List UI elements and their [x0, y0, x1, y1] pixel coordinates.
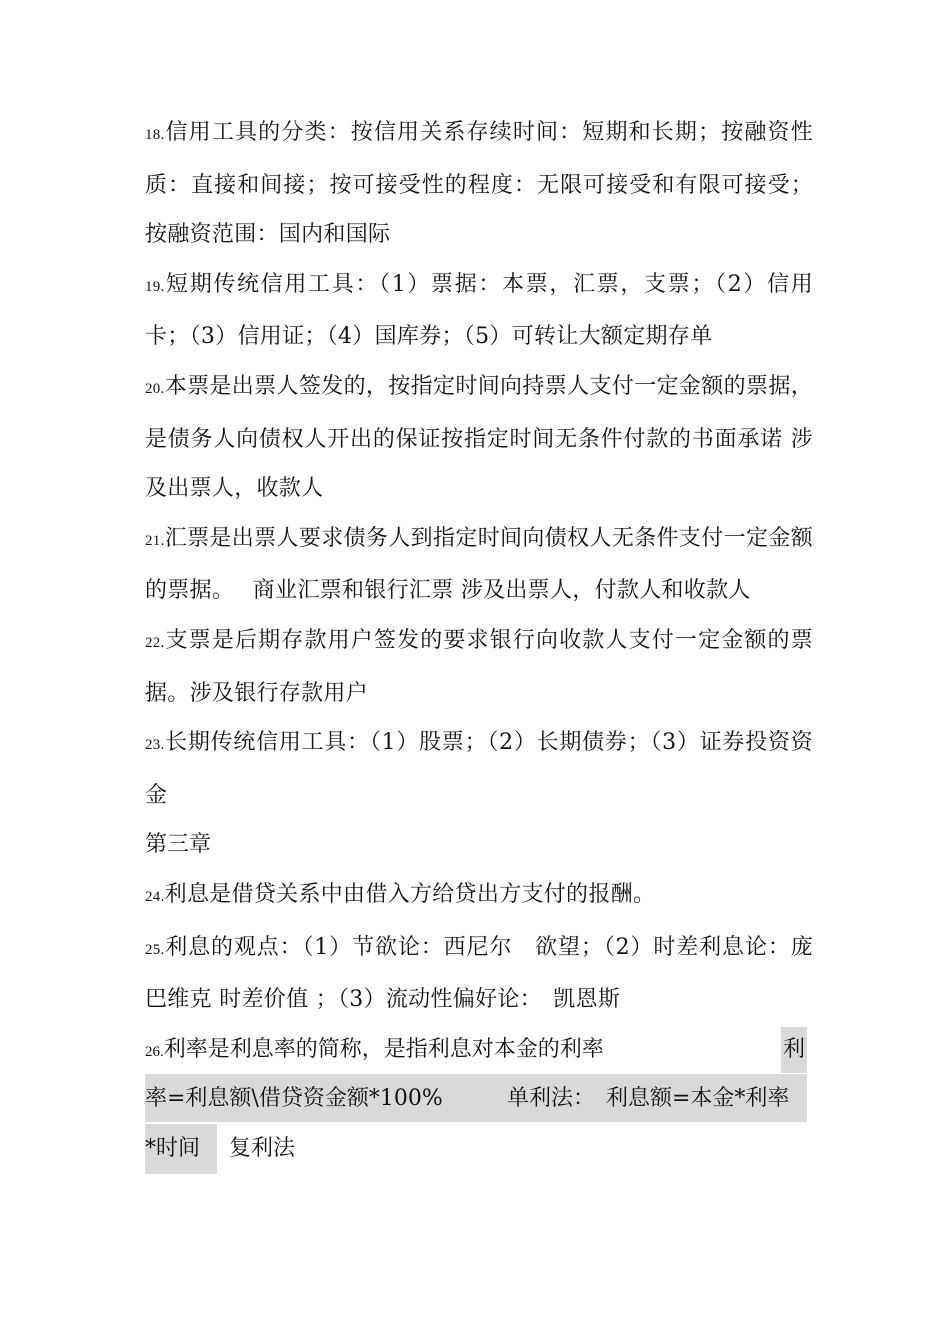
item-26-line-1 [145, 1025, 813, 1075]
item-number: 19. [145, 278, 165, 295]
chapter-heading: 第三章 [145, 832, 212, 858]
item-26-text: 利率是利息率的简称，是指利息对本金的利率 [163, 1036, 604, 1062]
item-26-highlight-tail: 利 [783, 1036, 806, 1062]
item-text: 长期传统信用工具：（1）股票；（2）长期债券；（3）证券投资资金 [145, 730, 813, 808]
list-item [145, 718, 813, 820]
item-text: 支票是后期存款用户签发的要求银行向收款人支付一定金额的票据。涉及银行存款用户 [145, 627, 813, 706]
document-page [145, 108, 813, 1173]
list-item [145, 514, 813, 616]
item-26-formula-time: *时间 [145, 1135, 201, 1161]
item-26-formula-rate: 率=利息额\借贷资金额*100% [145, 1086, 443, 1112]
item-number: 25. [145, 941, 165, 958]
list-item [145, 923, 813, 1025]
item-number: 24. [145, 888, 165, 905]
item-number: 18. [145, 127, 165, 143]
item-26-line-2 [145, 1074, 813, 1124]
item-list-credit-tools [145, 108, 813, 820]
item-text: 汇票是出票人要求债务人到指定时间向债权人无条件支付一定金额的票据。 商业汇票和银行汇票 涉及出票人，付款人和收款人 [145, 525, 813, 604]
item-text: 利息的观点：（1）节欲论：西尼尔 欲望；（2）时差利息论：庞巴维克 时差价值 ；（3）流动性偏好论： 凯恩斯 [145, 934, 813, 1013]
item-26-compound: 复利法 [229, 1135, 296, 1161]
item-number: 21. [145, 532, 165, 549]
item-number: 26. [145, 1043, 164, 1060]
item-number: 20. [145, 380, 165, 397]
item-26-formula-simple: 单利法： 利息额=本金*利率 [507, 1086, 790, 1112]
list-item [145, 870, 813, 923]
item-number: 23. [145, 737, 165, 754]
item-26 [145, 1025, 813, 1174]
item-text: 短期传统信用工具：（1）票据：本票，汇票，支票；（2）信用卡；（3）信用证；（4）国库券；（5）可转让大额定期存单 [145, 271, 813, 350]
item-number: 22. [145, 634, 165, 651]
item-text: 利息是借贷关系中由借入方给贷出方支付的报酬。 [164, 881, 656, 907]
item-26-line-3 [145, 1124, 813, 1174]
list-item [145, 108, 813, 260]
list-item [145, 616, 813, 718]
list-item [145, 260, 813, 362]
item-list-interest [145, 870, 813, 1025]
list-item [145, 362, 813, 514]
item-text: 信用工具的分类：按信用关系存续时间：短期和长期；按融资性质：直接和间接；按可接受性的程度：无限可接受和有限可接受；按融资范围：国内和国际 [145, 120, 813, 248]
item-text: 本票是出票人签发的，按指定时间向持票人支付一定金额的票据，是债务人向债权人开出的保证按指定时间无条件付款的书面承诺 涉及出票人，收款人 [145, 373, 813, 502]
